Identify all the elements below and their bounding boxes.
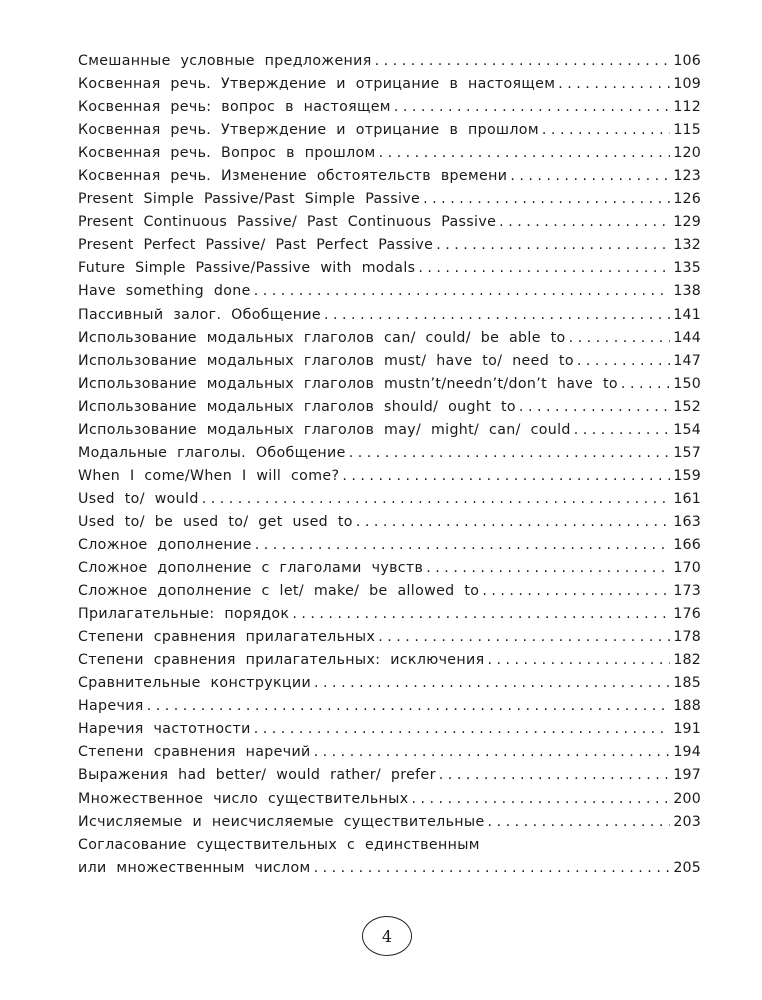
toc-entry-title: Модальные глаголы. Обобщение xyxy=(78,444,346,461)
toc-entry[interactable] xyxy=(78,788,701,811)
toc-entry-title: Present Continuous Passive/ Past Continuous Passive xyxy=(78,214,497,231)
toc-entry[interactable] xyxy=(78,580,701,603)
toc-entry-title: Косвенная речь. Вопрос в прошлом xyxy=(78,145,376,162)
toc-entry-page: 138 xyxy=(673,283,701,300)
toc-entry-title: Future Simple Passive/Passive with modals xyxy=(78,260,416,277)
toc-entry-title-line2: или множественным числом xyxy=(78,859,311,876)
dot-leader xyxy=(423,188,670,211)
toc-entry[interactable] xyxy=(78,557,701,580)
toc-entry-title: Present Simple Passive/Past Simple Passive xyxy=(78,191,421,208)
toc-entry-page: 161 xyxy=(673,490,701,507)
toc-entry-title: Использование модальных глаголов must/ have to/ need to xyxy=(78,352,574,369)
toc-entry[interactable] xyxy=(78,419,701,442)
dot-leader xyxy=(411,788,670,811)
toc-entry[interactable] xyxy=(78,257,701,280)
toc-entry[interactable] xyxy=(78,188,701,211)
dot-leader xyxy=(436,234,670,257)
dot-leader xyxy=(577,350,670,373)
toc-entry[interactable] xyxy=(78,488,701,511)
toc-entry[interactable] xyxy=(78,165,701,188)
toc-entry-title: Использование модальных глаголов can/ could/ be able to xyxy=(78,329,566,346)
toc-entry-title: Использование модальных глаголов may/ might/ can/ could xyxy=(78,421,571,438)
toc-entry-title: Степени сравнения прилагательных xyxy=(78,629,376,646)
toc-entry[interactable] xyxy=(78,280,701,303)
toc-entry-title-line1: Согласование существительных с единственным xyxy=(78,836,480,853)
toc-entry[interactable] xyxy=(78,741,701,764)
dot-leader xyxy=(314,672,670,695)
toc-entry-title: Множественное число существительных xyxy=(78,790,409,807)
toc-entry-title: Использование модальных глаголов mustn’t/needn’t/don’t have to xyxy=(78,375,618,392)
toc-entry-title: Сложное дополнение с let/ make/ be allowed to xyxy=(78,583,480,600)
page-number-badge: 4 xyxy=(362,916,412,956)
toc-entry-title: Used to/ would xyxy=(78,490,199,507)
toc-entry[interactable] xyxy=(78,718,701,741)
dot-leader xyxy=(324,304,670,327)
dot-leader xyxy=(569,327,671,350)
toc-entry[interactable] xyxy=(78,96,701,119)
toc-entry-page: 188 xyxy=(673,698,701,715)
toc-entry-page: 185 xyxy=(673,675,701,692)
toc-entry-page: 178 xyxy=(673,629,701,646)
dot-leader xyxy=(519,396,670,419)
toc-entry-title: Косвенная речь. Утверждение и отрицание в прошлом xyxy=(78,122,539,139)
toc-entry-multiline-first[interactable] xyxy=(78,834,701,857)
toc-entry[interactable] xyxy=(78,695,701,718)
dot-leader xyxy=(254,280,671,303)
toc-entry[interactable] xyxy=(78,142,701,165)
toc-entry-title: Наречия xyxy=(78,698,144,715)
dot-leader xyxy=(542,119,670,142)
toc-entry-page: 135 xyxy=(673,260,701,277)
toc-entry-title: Косвенная речь: вопрос в настоящем xyxy=(78,99,391,116)
toc-entry-page: 194 xyxy=(673,744,701,761)
dot-leader xyxy=(482,580,670,603)
toc-entry-page: 120 xyxy=(673,145,701,162)
dot-leader xyxy=(510,165,670,188)
toc-entry[interactable] xyxy=(78,672,701,695)
toc-entry-page: 176 xyxy=(673,606,701,623)
dot-leader xyxy=(499,211,670,234)
dot-leader xyxy=(418,257,670,280)
toc-entry-title: Косвенная речь. Изменение обстоятельств времени xyxy=(78,168,508,185)
toc-entry[interactable] xyxy=(78,304,701,327)
dot-leader xyxy=(378,626,670,649)
toc-entry[interactable] xyxy=(78,50,701,73)
toc-entry-page: 152 xyxy=(673,398,701,415)
toc-entry-page: 191 xyxy=(673,721,701,738)
dot-leader xyxy=(488,811,671,834)
toc-entry-page: 173 xyxy=(673,583,701,600)
toc-entry[interactable] xyxy=(78,234,701,257)
dot-leader xyxy=(292,603,670,626)
toc-entry-title: Прилагательные: порядок xyxy=(78,606,290,623)
toc-entry-page: 157 xyxy=(673,444,701,461)
toc-entry[interactable] xyxy=(78,211,701,234)
dot-leader xyxy=(314,857,671,880)
dot-leader xyxy=(574,419,671,442)
toc-entry-page: 109 xyxy=(673,76,701,93)
toc-entry-title: Косвенная речь. Утверждение и отрицание в настоящем xyxy=(78,76,556,93)
toc-entry[interactable] xyxy=(78,649,701,672)
dot-leader xyxy=(487,649,670,672)
toc-entry-title: Сложное дополнение xyxy=(78,536,252,553)
toc-entry-page: 205 xyxy=(673,859,701,876)
toc-entry-multiline-last[interactable] xyxy=(78,857,701,880)
toc-entry-page: 170 xyxy=(673,560,701,577)
dot-leader xyxy=(558,73,670,96)
dot-leader xyxy=(314,741,671,764)
dot-leader xyxy=(147,695,671,718)
toc-entry-page: 197 xyxy=(673,767,701,784)
toc-entry-title: Степени сравнения прилагательных: исключения xyxy=(78,652,485,669)
toc-entry[interactable] xyxy=(78,534,701,557)
toc-entry-title: Наречия частотности xyxy=(78,721,251,738)
dot-leader xyxy=(379,142,671,165)
toc-entry-title: Have something done xyxy=(78,283,251,300)
dot-leader xyxy=(356,511,670,534)
toc-entry-title: Пассивный залог. Обобщение xyxy=(78,306,321,323)
dot-leader xyxy=(439,764,671,787)
toc-entry[interactable] xyxy=(78,119,701,142)
toc-entry-title: Сравнительные конструкции xyxy=(78,675,312,692)
toc-entry-page: 144 xyxy=(673,329,701,346)
toc-entry[interactable] xyxy=(78,764,701,787)
toc-entry-page: 147 xyxy=(673,352,701,369)
toc-entry-page: 200 xyxy=(673,790,701,807)
toc-entry-page: 159 xyxy=(673,467,701,484)
toc-entry[interactable] xyxy=(78,811,701,834)
toc-entry-page: 163 xyxy=(673,513,701,530)
toc-entry[interactable] xyxy=(78,73,701,96)
toc-entry-page: 106 xyxy=(673,53,701,69)
toc-entry-page: 115 xyxy=(673,122,701,139)
toc-entry-page: 112 xyxy=(673,99,701,116)
toc-entry-page: 182 xyxy=(673,652,701,669)
toc-entry-title: Present Perfect Passive/ Past Perfect Passive xyxy=(78,237,434,254)
toc-entry[interactable] xyxy=(78,603,701,626)
dot-leader xyxy=(349,442,671,465)
toc-entry[interactable] xyxy=(78,511,701,534)
toc-entry-page: 132 xyxy=(673,237,701,254)
table-of-contents xyxy=(78,50,701,880)
toc-entry-title: When I come/When I will come? xyxy=(78,467,340,484)
toc-entry-page: 141 xyxy=(673,306,701,323)
toc-entry-page: 166 xyxy=(673,536,701,553)
toc-entry[interactable] xyxy=(78,442,701,465)
toc-entry-title: Степени сравнения наречий xyxy=(78,744,311,761)
toc-entry-title: Сложное дополнение с глаголами чувств xyxy=(78,560,424,577)
dot-leader xyxy=(202,488,671,511)
dot-leader xyxy=(394,96,670,119)
toc-entry[interactable] xyxy=(78,350,701,373)
toc-entry-title: Исчисляемые и неисчисляемые существительные xyxy=(78,813,485,830)
toc-entry-title: Used to/ be used to/ get used to xyxy=(78,513,353,530)
toc-entry-title: Выражения had better/ would rather/ prefer xyxy=(78,767,436,784)
dot-leader xyxy=(426,557,670,580)
toc-entry-page: 203 xyxy=(673,813,701,830)
dot-leader xyxy=(254,718,671,741)
toc-entry-page: 154 xyxy=(673,421,701,438)
toc-entry-page: 150 xyxy=(673,375,701,392)
toc-entry-title: Использование модальных глаголов should/ ought to xyxy=(78,398,516,415)
dot-leader xyxy=(621,373,670,396)
dot-leader xyxy=(255,534,671,557)
toc-entry[interactable] xyxy=(78,396,701,419)
dot-leader xyxy=(375,50,671,73)
dot-leader xyxy=(342,465,670,488)
toc-entry[interactable] xyxy=(78,373,701,396)
toc-entry[interactable] xyxy=(78,626,701,649)
toc-entry[interactable] xyxy=(78,465,701,488)
toc-entry-page: 126 xyxy=(673,191,701,208)
toc-entry-page: 123 xyxy=(673,168,701,185)
toc-entry[interactable] xyxy=(78,327,701,350)
toc-entry-title: Смешанные условные предложения xyxy=(78,53,372,69)
toc-entry-page: 129 xyxy=(673,214,701,231)
